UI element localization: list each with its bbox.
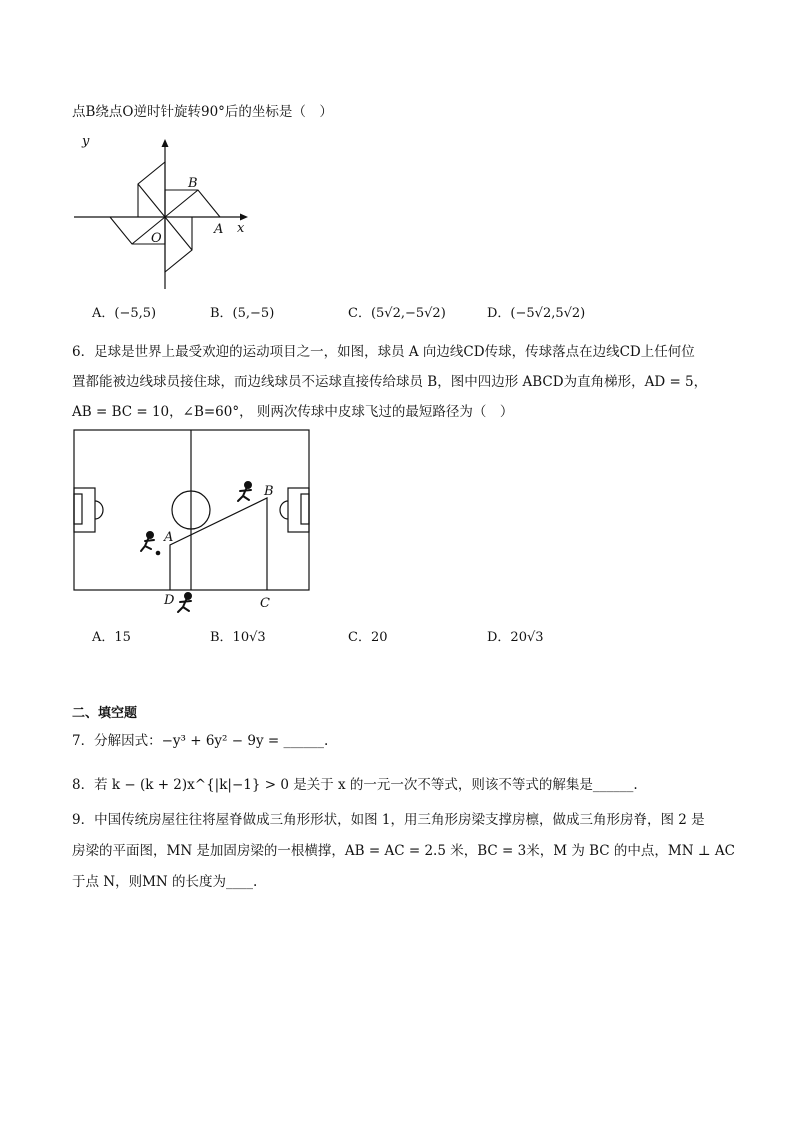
left-penalty-box xyxy=(74,488,95,532)
q6-choice-d: D．20√3 xyxy=(487,630,544,645)
q9-line-1: 9．中国传统房屋往往将屋脊做成三角形形状，如图 1，用三角形房梁支撑房檩，做成三角形房脊，图 2 是 xyxy=(72,812,705,828)
label-C: C xyxy=(260,596,270,611)
section-title: 二、填空题 xyxy=(72,706,138,721)
q6-line-3: AB = BC = 10，∠B=60°， 则两次传球中皮球飞过的最短路径为（ ） xyxy=(72,404,514,420)
q6-line-2: 置都能被边线球员接住球，而边线球员不运球直接传给球员 B，图中四边形 ABCD为直角梯形，AD = 5， xyxy=(72,374,708,390)
q6-choice-b: B．10√3 xyxy=(210,630,266,645)
player-b-icon xyxy=(238,482,251,501)
q6-choice-a: A．15 xyxy=(92,630,131,645)
right-penalty-box xyxy=(288,488,309,532)
left-goal-box xyxy=(74,494,82,524)
q6-soccer-field-figure xyxy=(70,428,315,618)
q5-stem: 点B绕点O逆时针旋转90°后的坐标是（ ） xyxy=(72,104,333,120)
q6-line-1: 6．足球是世界上最受欢迎的运动项目之一，如图，球员 A 向边线CD传球，传球落点在边线CD上任何位 xyxy=(72,344,695,360)
player-d-icon xyxy=(178,593,191,612)
left-penalty-arc xyxy=(95,501,103,519)
y-axis-arrow-icon xyxy=(162,139,169,147)
q5-choice-a: A．(−5,5) xyxy=(92,306,157,321)
q5-choice-b: B．(5,−5) xyxy=(210,306,275,321)
ball-dot xyxy=(156,551,161,556)
label-A: A xyxy=(164,530,174,545)
label-B: B xyxy=(188,176,198,191)
trapezoid-abcd xyxy=(170,498,267,590)
q9-line-2: 房梁的平面图，MN 是加固房梁的一根横撑，AB = AC = 2.5 米，BC = 3米，M 为 BC 的中点，MN ⊥ AC xyxy=(72,843,735,859)
q7-text: 7．分解因式：−y³ + 6y² − 9y = ______. xyxy=(72,733,329,749)
q8-text: 8．若 k − (k + 2)x^{|k|−1} > 0 是关于 x 的一元一次不等式，则该不等式的解集是______. xyxy=(72,777,638,793)
q5-pinwheel-figure xyxy=(70,135,255,290)
q5-choice-c: C．(5√2,−5√2) xyxy=(348,306,446,321)
label-y: y xyxy=(82,135,90,149)
right-penalty-arc xyxy=(280,501,288,519)
right-goal-box xyxy=(301,494,309,524)
q5-choice-d: D．(−5√2,5√2) xyxy=(487,306,586,321)
label-B: B xyxy=(264,484,274,499)
pinwheel-blades xyxy=(110,162,220,272)
x-axis-arrow-icon xyxy=(240,214,248,221)
label-O: O xyxy=(151,231,162,246)
player-a-icon xyxy=(141,532,154,551)
label-D: D xyxy=(164,593,175,608)
label-A: A xyxy=(214,222,224,237)
q6-choice-c: C．20 xyxy=(348,630,388,645)
q9-line-3: 于点 N，则MN 的长度为____. xyxy=(72,874,258,890)
label-x: x xyxy=(237,221,245,236)
